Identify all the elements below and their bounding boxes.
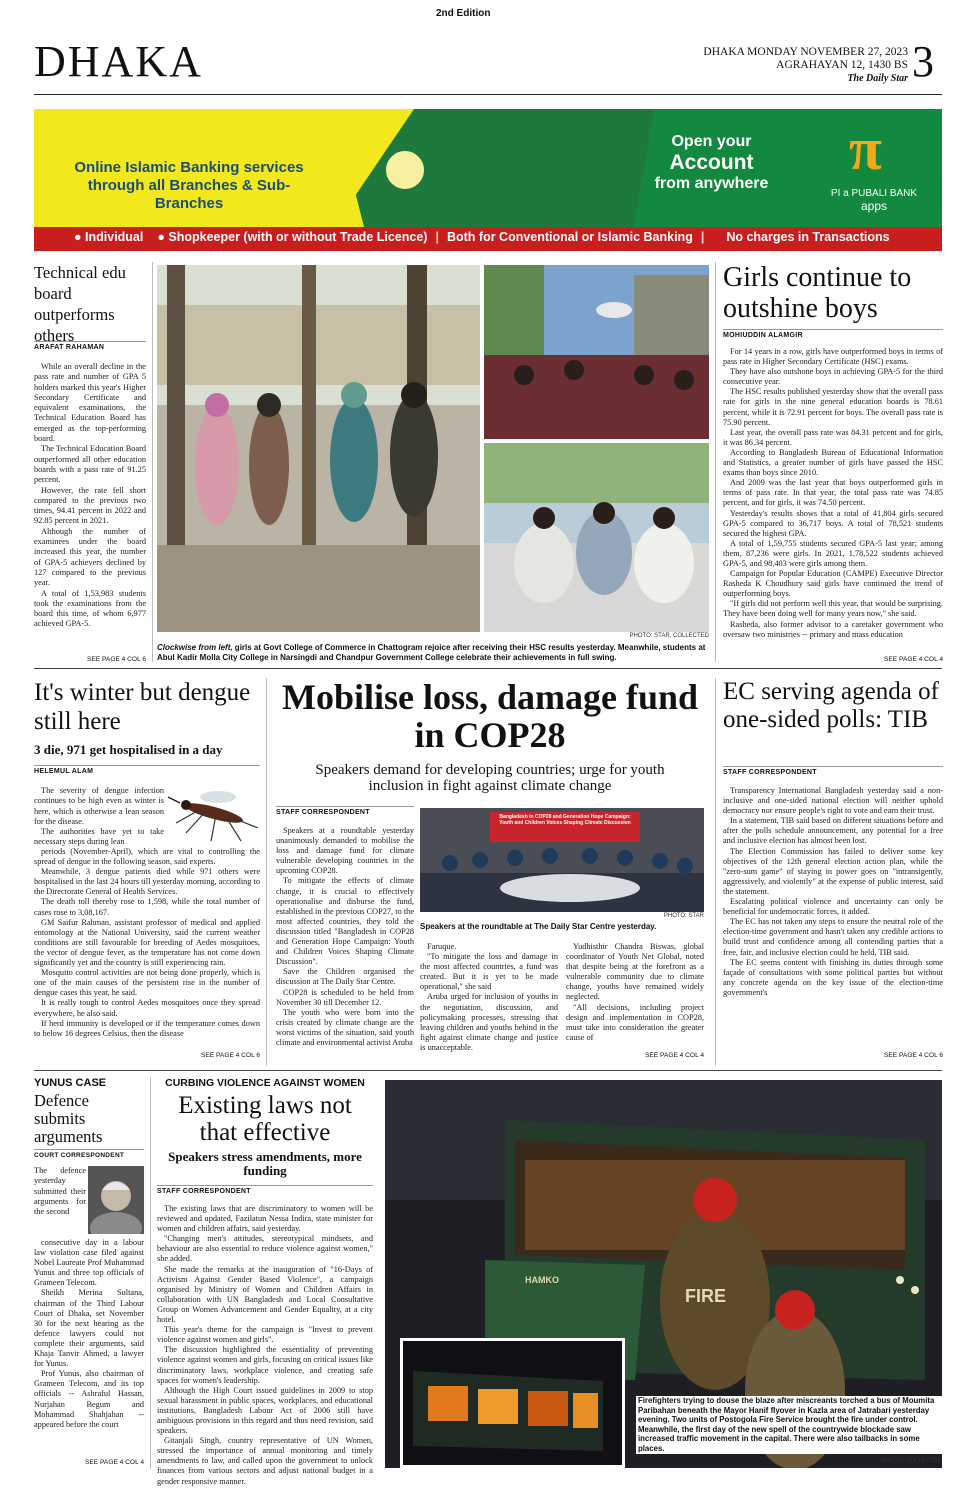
dengue-body xyxy=(34,847,260,1039)
bus-text: HAMKO xyxy=(525,1275,559,1285)
ec-byline: STAFF CORRESPONDENT xyxy=(723,766,943,776)
paragraph: Prof Yunus, also chairman of Grameen Telecom, and its top officials -- Ashraful Hassan, Nurjahan Begum and Mohammad Shahjahan -- appeared before the court xyxy=(34,1369,144,1429)
technical-body xyxy=(34,362,146,630)
paragraph: A total of 1,59,755 students secured GPA-5 last year; among them, 87,236 were girls. In 2021, 1,78,522 students achieved GPA-5, and 98,403 were girls among them. xyxy=(723,538,943,568)
paragraph: This year's theme for the campaign is "Invest to prevent violence against women and girls". xyxy=(157,1325,373,1345)
paragraph: According to Bangladesh Bureau of Educational Information and Statistics, a greater number of girls have passed the HSC exams than boys since 2010. xyxy=(723,447,943,478)
paragraph: However, the rate fell short compared to the previous two times, 94.41 percent in 2022 and 92.85 percent in 2021. xyxy=(34,485,146,526)
edition-label: 2nd Edition xyxy=(436,8,491,19)
mosquito-icon xyxy=(166,783,262,845)
paragraph: They have also outshone boys in achieving GPA-5 for the third consecutive year. xyxy=(723,367,943,387)
technical-headline: Technical edu board outperforms others xyxy=(34,263,126,345)
yunus-body xyxy=(34,1238,144,1430)
paragraph: The Election Commission has failed to deliver some key objectives of the 12th general election action plan, while the "zero-sum game" of staying in power goes on "intransigently, aggressively, and violently" at the expense of public interest, said the statement. xyxy=(723,846,943,896)
paragraph: In a statement, TIB said based on different situations before and after the polls schedule announcement, any potential for a free and inclusive election has almost been lost. xyxy=(723,816,943,846)
paragraph: Yudhisthir Chandra Biswas, global coordinator of Youth Net Global, noted that despite being at the forefront as a vulnerable community due to climate change, youths have remained widely neglected. xyxy=(566,942,704,1002)
paragraph: Rasheda, also former advisor to a caretaker government who oversaw two ministries -- primary and mass education xyxy=(723,619,943,639)
pubali-bank-ad[interactable] xyxy=(34,109,942,251)
paragraph: "To mitigate the loss and damage in the most affected countries, a fund was created. But it is yet to be made operational," she said xyxy=(420,952,558,992)
yunus-headline: Defence submits arguments xyxy=(34,1091,103,1146)
dengue-see: SEE PAGE 4 COL 6 xyxy=(200,1052,260,1059)
dengue-headline: It's winter but dengue still here xyxy=(34,679,251,735)
paragraph: Although the High Court issued guidelines in 2009 to stop sexual harassment in public spaces, workplaces, and educational institutions, Bangladesh Labour Act of 2006 still have ambiguous provisions in this regard and thus need revision, said speakers. xyxy=(157,1385,373,1436)
paragraph: To mitigate the effects of climate change, it is crucial to effectively operationalise and disburse the fund, established in the previous COP27, to the most affected countries, they told the discussion titled "Bangladesh in COP28 and Generation Hope Campaign: Youth and Children Voices Shaping Climate Discussion". xyxy=(276,876,414,967)
cop28-photo-credit: PHOTO: STAR xyxy=(663,913,704,919)
photos-top-credit: PHOTO: STAR, COLLECTED xyxy=(629,633,709,639)
ad-cta3: from anywhere xyxy=(654,175,769,192)
ad-bar-item: ● Individual xyxy=(74,230,144,244)
girls-body xyxy=(723,347,943,640)
paragraph: Escalating political violence and uncertainty can only be beneficial for undemocratic forces, it added. xyxy=(723,897,943,917)
paragraph: periods (November-April), which are vital to controlling the spread of dengue in the following season, said experts. xyxy=(34,847,260,867)
paragraph: Meanwhile, 3 dengue patients died while 971 others were hospitalised in the last 24 hours till yesterday morning, according to the Directorate General of Health Services. xyxy=(34,867,260,897)
paragraph: The youth who were born into the crisis created by climate change are the worst victims of the situation, said youth climate and environmental activist Aruba xyxy=(276,1007,414,1047)
paragraph: Mosquito control activities are not being done properly, which is one of the main causes of the persistent rise in the number of dengue cases this year, he said. xyxy=(34,968,260,998)
fire-caption: Firefighters trying to douse the blaze after miscreants torched a bus of Moumita Paribahan beneath the Mayor Hanif flyover in Kazla area of Jatrabari yesterday evening. Two units of Postogola Fire Service brought the fire under control. Meanwhile, the first day of the new spell of the countrywide blockade saw increased traffic movement in the capital. There were also tailbacks in some places. xyxy=(636,1396,942,1454)
paragraph: Transparency International Bangladesh yesterday said a non-inclusive and one-sided national election will neither uphold democracy nor ensure people's right to vote and earn their trust. xyxy=(723,786,943,816)
fire-credit: PHOTO: COLLECTED xyxy=(881,1458,942,1464)
violence-headline: Existing laws not that effective xyxy=(178,1092,352,1146)
yunus-byline: COURT CORRESPONDENT xyxy=(34,1149,144,1159)
paragraph: The discussion highlighted the essentiality of preventing violence against women and girls, focusing on critical issues like discriminatory laws, workplace violence, and creating safe spaces for women's leadership. xyxy=(157,1345,373,1385)
photo-chandpur-students xyxy=(484,443,709,632)
ad-bar-item: ● Shopkeeper (with or without Trade Licence) xyxy=(157,230,428,244)
ad-bar-item: Both for Conventional or Islamic Banking xyxy=(446,230,693,244)
paragraph: A total of 1,53,983 students took the examinations from the board this time, of whom 6,977 achieved GPA-5. xyxy=(34,588,146,629)
girls-byline: MOHIUDDIN ALAMGIR xyxy=(723,329,943,339)
ad-bar-item: No charges in Transactions xyxy=(726,230,890,244)
photo-students-image xyxy=(484,265,709,439)
page-number: 3 xyxy=(912,37,934,86)
paragraph: Faruque. xyxy=(427,942,457,951)
pubali-logo-icon xyxy=(384,149,426,191)
photo-inset-image xyxy=(403,1341,622,1465)
masthead-date: DHAKA MONDAY NOVEMBER 27, 2023 xyxy=(703,46,908,58)
paragraph: For 14 years in a row, girls have outperformed boys in terms of pass rate in Higher Secondary Certificate (HSC) exams. xyxy=(723,347,943,367)
yunus-see: SEE PAGE 4 COL 4 xyxy=(84,1459,144,1466)
paragraph: "If girls did not perform well this year, that would be surprising. They have been doing well for many years now," she said. xyxy=(723,599,943,619)
dengue-deck: 3 die, 971 get hospitalised in a day xyxy=(34,742,223,757)
photo-narsingdi-students xyxy=(484,265,709,439)
paragraph: The Technical Education Board outperformed all other education boards with a pass rate of 91.25 percent. xyxy=(34,444,147,485)
photo-roundtable xyxy=(420,808,704,912)
paragraph: The EC seems content with finishing its duties through some façade of consultations with some political parties but without any concrete agenda on the key issue of the election-time government's xyxy=(723,957,943,997)
paragraph: Gitanjali Singh, country representative of UN Women, stressed the importance of annual monitoring and timely amendments to law, and called upon the government to unlock finances from various sectors and adjust national budget in a gender responsive manner. xyxy=(157,1436,373,1486)
ad-app-sub: apps xyxy=(860,199,888,213)
girls-see: SEE PAGE 4 COL 4 xyxy=(883,656,943,663)
paragraph: The existing laws that are discriminatory to women will be reviewed and updated, Fazilatun Nessa Indira, state minister for women and children affairs, said yesterday. xyxy=(157,1204,373,1234)
yunus-intro: The defence yesterday submitted their arguments for the second xyxy=(34,1166,86,1217)
cop28-col3 xyxy=(566,942,704,1043)
paragraph: "Changing men's attitudes, stereotypical mindsets, and behaviour are also essential to reduce violence against women," she added. xyxy=(157,1234,373,1264)
ad-left-line2: through all Branches & Sub-Branches xyxy=(87,177,291,212)
pi-app-icon: π xyxy=(849,116,882,182)
paragraph: Speakers at a roundtable yesterday unanimously demanded to mobilise the loss and damage fund for climate vulnerable developing countries in the upcoming COP28. xyxy=(276,826,414,876)
violence-body xyxy=(157,1204,373,1487)
violence-deck: Speakers stress amendments, more funding xyxy=(168,1149,362,1178)
cop28-col1 xyxy=(276,826,414,1048)
cop28-see: SEE PAGE 4 COL 4 xyxy=(644,1052,704,1059)
dengue-byline: HELEMUL ALAM xyxy=(34,765,260,775)
paragraph: She made the remarks at the inauguration of "16-Days of Activism Against Gender Based Violence", a campaign organised by Ministry of Women and Children Affairs in collaboration with UN Bangladesh and Local Consultative Group on Women Advancement and Gender Equality, at a city hotel. xyxy=(157,1264,373,1325)
paragraph: COP28 is scheduled to be held from November 30 till December 12. xyxy=(276,987,414,1007)
cop28-deck: Speakers demand for developing countries; urge for youth inclusion in fight against climate change xyxy=(315,762,665,794)
caption-lead: Clockwise from left, xyxy=(157,643,233,652)
fire-jacket-text: FIRE xyxy=(685,1286,727,1306)
violence-byline: STAFF CORRESPONDENT xyxy=(157,1185,373,1195)
paragraph: It is really tough to control Aedes mosquitoes once they spread everywhere, he also said. xyxy=(34,998,260,1018)
photos-top-caption xyxy=(157,643,709,663)
paragraph: Last year, the overall pass rate was 84.31 percent and for girls, it was 86.34 percent. xyxy=(723,427,943,447)
paragraph: The HSC results published yesterday show that the overall pass rate for girls in the nine general education boards is 78.61 percent, while it is 72.91 percent for boys. The overall pass rate is 75.90 percent. xyxy=(723,387,943,427)
ec-headline: EC serving agenda of one-sided polls: TIB xyxy=(723,678,939,733)
paragraph: consecutive day in a labour law violation case filed against Nobel Laureate Prof Muhammad Yunus and three top officials of Grameen Telecom. xyxy=(34,1238,144,1288)
section-title: DHAKA xyxy=(34,37,203,86)
ad-bank-bn: পূবালী ব্যাংক পিএলসি xyxy=(430,156,589,176)
girls-headline: Girls continue to outshine boys xyxy=(723,262,912,324)
paragraph: Sheikh Merina Sultana, chairman of the Third Labour Court of Dhaka, set November 30 for the next hearing as the defence lawyers could not complete their arguments, said Khaja Tanvir Ahmed, a lawyer for Yunus. xyxy=(34,1288,144,1369)
paragraph: Although the number of examinees under the board increased this year, the number of GPA-5 achievers declined by 127 compared to the previous year. xyxy=(34,526,146,588)
paragraph: Save the Children organised the discussion at The Daily Star Centre. xyxy=(276,967,414,987)
photo-burnt-bus-inset xyxy=(400,1338,625,1468)
masthead-bangla-date: AGRAHAYAN 12, 1430 BS xyxy=(776,59,908,71)
paragraph: While an overall decline in the pass rate and number of GPA 5 holders marked this year's Higher Secondary Certificate and equivalent examinations, the Technical Education Board has emerged as the top-performing board. xyxy=(34,362,146,444)
paragraph: The death toll thereby rose to 1,598, while the total number of cases rose to 3,08,167. xyxy=(34,897,260,917)
photo-chandpur-image xyxy=(484,443,709,632)
ad-app-name: PI a PUBALI BANK xyxy=(830,188,918,199)
cop28-col2 xyxy=(420,942,558,1053)
paragraph: "All decisions, including project design and implementation in COP28, must take into consideration the greater cause of xyxy=(566,1002,704,1042)
yunus-kicker: YUNUS CASE xyxy=(34,1077,107,1089)
cop28-byline: STAFF CORRESPONDENT xyxy=(276,806,414,816)
caption-text: girls at Govt College of Commerce in Chattogram rejoice after receiving their HSC results yesterday. Meanwhile, students at Abul Kadir Molla City College in Narsingdi and Chandpur Government College celebrate their achievements in full swing. xyxy=(157,643,706,662)
ad-bar: ● Individual ● Shopkeeper (with or without Trade Licence) | Both for Conventional or Islamic Banking | No charges in Transactions xyxy=(74,230,890,244)
masthead-paper: The Daily Star xyxy=(847,73,908,84)
photo-yunus-image xyxy=(88,1166,144,1234)
ec-body xyxy=(723,786,943,998)
photo-yunus xyxy=(88,1166,144,1234)
paragraph: The severity of dengue infection continues to be high even as winter is here, which is otherwise a lean season for the disease. xyxy=(34,786,164,826)
photo-chattogram-girls xyxy=(157,265,480,632)
ad-cta2: Account xyxy=(669,151,754,174)
ad-cta1: Open your xyxy=(671,133,752,150)
dengue-intro xyxy=(34,786,164,848)
photo-girls-image xyxy=(157,265,480,632)
ec-see: SEE PAGE 4 COL 6 xyxy=(883,1052,943,1059)
paragraph: Aruba urged for inclusion of youths in the negotiation, discussion, and policymaking processes, stressing that leaving children and youths behind in the fight against climate change and justice is unacceptable. xyxy=(420,992,558,1052)
technical-byline: ARAFAT RAHAMAN xyxy=(34,341,146,351)
paragraph: If herd immunity is developed or if the temperature comes down to below 16 degrees Celsius, then the disease xyxy=(34,1018,260,1038)
paragraph: Campaign for Popular Education (CAMPE) Executive Director Rasheda K Choudhury said girls have continued the trend of outperforming boys. xyxy=(723,569,943,599)
paragraph: GM Saifur Rahman, assistant professor of medical and applied entomology at the National University, said the current weather conditions are still favourable for breeding of Aedes mosquitoes, the vector of dengue fever, as the temperature has not come down significantly yet and the country is still experiencing rain. xyxy=(34,917,260,968)
paragraph: And 2009 was the last year that boys outperformed girls in terms of pass rate. In that year, the total pass rate was 74.85 percent, and for girls, it was 74.50 percent. xyxy=(723,478,943,508)
masthead-dateline xyxy=(700,46,908,85)
ad-left-line1: Online Islamic Banking services xyxy=(74,159,304,176)
cop28-photo-caption: Speakers at the roundtable at The Daily Star Centre yesterday. xyxy=(420,922,657,931)
paragraph: The EC has not taken any steps to ensure the neutral role of the election-time government and hasn't taken any credible actions to build trust and confidence among all contending parties that a free, fair, and inclusive election could be held, TIB said. xyxy=(723,917,943,957)
technical-see: SEE PAGE 4 COL 6 xyxy=(86,656,146,663)
ad-bank-en: PUBALI BANK PLC xyxy=(432,175,576,190)
paragraph: The authorities have yet to take necessary steps during lean xyxy=(34,827,164,847)
paragraph: Yesterday's results shows that a total of 41,804 girls secured GPA-5 compared to 36,717 boys. A total of 78,521 students secured the highest GPA. xyxy=(723,508,943,538)
cop28-headline: Mobilise loss, damage fund in COP28 xyxy=(281,677,699,755)
roundtable-banner: Bangladesh in COP28 and Generation Hope Campaign: Youth and Children Voices Shaping Climate Discussion xyxy=(499,814,631,826)
violence-kicker: CURBING VIOLENCE AGAINST WOMEN xyxy=(165,1077,365,1089)
